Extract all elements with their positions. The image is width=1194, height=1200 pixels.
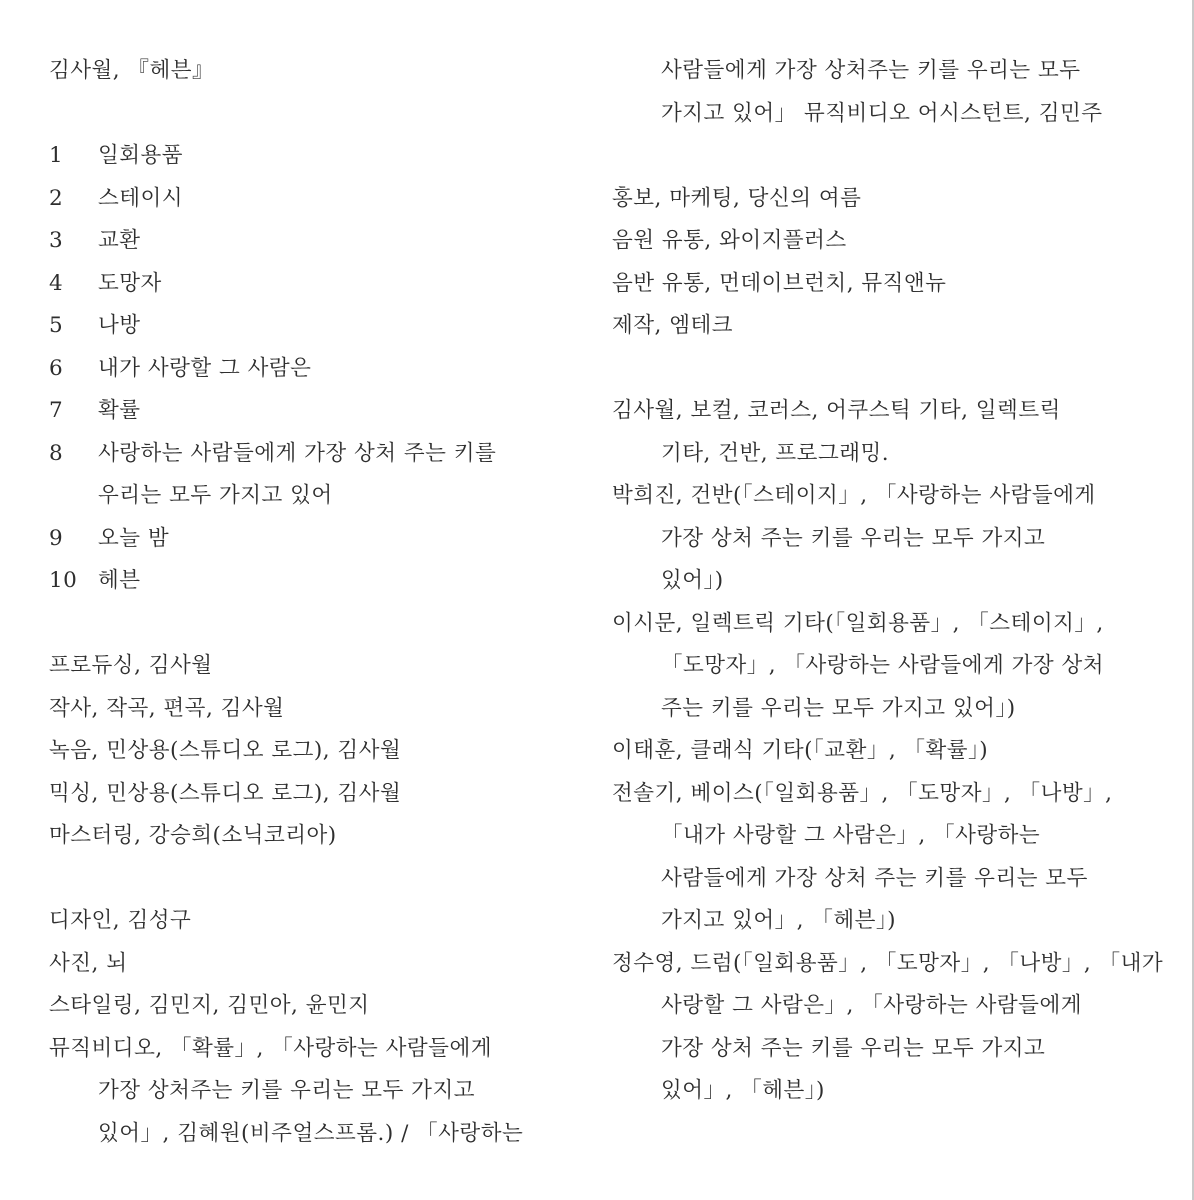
- musician-credit-cont: 있어」, 「헤븐」): [661, 1078, 825, 1103]
- left-column: [49, 50, 589, 1155]
- track-number: 10: [49, 568, 78, 593]
- track-title: 확률: [98, 398, 141, 423]
- album-title: 김사월, 『헤븐』: [49, 58, 215, 83]
- production-credits: [49, 645, 589, 858]
- credit-design: 디자인, 김성구: [49, 908, 192, 933]
- credit-line: 프로듀싱, 김사월: [49, 653, 213, 678]
- credit-line: 마스터링, 강승희(소닉코리아): [49, 823, 337, 848]
- credit-photo: 사진, 뇌: [49, 950, 128, 976]
- musician-credit-cont: 있어」): [661, 568, 724, 593]
- track-number: 7: [49, 398, 64, 423]
- track-item: [49, 263, 589, 306]
- track-number: 3: [49, 228, 64, 253]
- musician-credit: 정수영, 드럼(「일회용품」, 「도망자」, 「나방」, 「내가: [612, 950, 1164, 976]
- musician-credit-cont: 사람들에게 가장 상처 주는 키를 우리는 모두: [661, 865, 1088, 891]
- credit-music-video: 뮤직비디오, 「확률」, 「사랑하는 사람들에게: [49, 1035, 492, 1061]
- track-title: 우리는 모두 가지고 있어: [98, 483, 333, 508]
- musician-credit: 이시문, 일렉트릭 기타(「일회용품」, 「스테이지」,: [612, 610, 1104, 636]
- credit-styling: 스타일링, 김민지, 김민아, 윤민지: [49, 993, 370, 1018]
- musician-credit: 박희진, 건반(「스테이지」, 「사랑하는 사람들에게: [612, 483, 1096, 508]
- musician-credit-cont: 가장 상처 주는 키를 우리는 모두 가지고: [661, 525, 1046, 551]
- track-number: 8: [49, 440, 64, 466]
- musician-credit-cont: 가지고 있어」, 「헤븐」): [661, 908, 897, 933]
- track-title: 사랑하는 사람들에게 가장 상처 주는 키를: [98, 440, 497, 466]
- musician-credit-cont: 사랑할 그 사람은」, 「사랑하는 사람들에게: [661, 993, 1082, 1018]
- track-number: 4: [49, 270, 64, 296]
- track-title: 내가 사랑할 그 사람은: [98, 355, 312, 381]
- credit-music-video-cont: 있어」, 김혜원(비주얼스프롬.) / 「사랑하는: [98, 1120, 524, 1146]
- credit-line: 제작, 엠테크: [612, 313, 734, 338]
- musician-credit: 이태훈, 클래식 기타(「교환」, 「확률」): [612, 738, 989, 763]
- credit-line: 작사, 작곡, 편곡, 김사월: [49, 695, 285, 721]
- track-item: [49, 135, 589, 178]
- track-title: 스테이시: [98, 185, 184, 211]
- musician-credit-cont: 주는 키를 우리는 모두 가지고 있어」): [661, 695, 1016, 721]
- musician-credit: 김사월, 보컬, 코러스, 어쿠스틱 기타, 일렉트릭: [612, 398, 1061, 423]
- track-title: 교환: [98, 228, 141, 253]
- visual-credits: [49, 900, 589, 1155]
- track-item-continuation: [49, 475, 589, 518]
- musician-credit-cont: 기타, 건반, 프로그래밍.: [661, 440, 890, 466]
- track-item: [49, 220, 589, 263]
- track-item: [49, 348, 589, 391]
- musician-credit: 전솔기, 베이스(「일회용품」, 「도망자」, 「나방」,: [612, 780, 1113, 806]
- credit-line: 믹싱, 민상용(스튜디오 로그), 김사월: [49, 780, 402, 806]
- credit-line: 홍보, 마케팅, 당신의 여름: [612, 185, 862, 211]
- track-item: [49, 390, 589, 433]
- musician-credit-cont: 「도망자」, 「사랑하는 사람들에게 가장 상처: [661, 653, 1104, 678]
- track-number: 6: [49, 355, 64, 381]
- credit-music-video-cont: 사람들에게 가장 상처주는 키를 우리는 모두: [661, 58, 1081, 83]
- credit-line: 녹음, 민상용(스튜디오 로그), 김사월: [49, 738, 402, 763]
- business-credits: [612, 178, 1172, 348]
- track-item: [49, 305, 589, 348]
- track-number: 9: [49, 525, 64, 551]
- track-title: 헤븐: [98, 568, 141, 593]
- track-title: 도망자: [98, 270, 162, 296]
- track-number: 2: [49, 185, 64, 211]
- credit-line: 음원 유통, 와이지플러스: [612, 228, 847, 253]
- track-title: 일회용품: [98, 143, 184, 168]
- credit-music-video-cont: 가지고 있어」 뮤직비디오 어시스턴트, 김민주: [661, 100, 1103, 126]
- track-title: 오늘 밤: [98, 525, 170, 551]
- track-title: 나방: [98, 313, 141, 338]
- musician-credits: [612, 390, 1172, 1113]
- track-item: [49, 433, 589, 476]
- track-item: [49, 560, 589, 603]
- track-number: 5: [49, 313, 64, 338]
- credit-music-video-cont: 가장 상처주는 키를 우리는 모두 가지고: [98, 1078, 475, 1103]
- tracklist: [49, 135, 589, 603]
- musician-credit-cont: 「내가 사랑할 그 사람은」, 「사랑하는: [661, 823, 1041, 848]
- right-column: [612, 50, 1172, 1113]
- track-item: [49, 518, 589, 561]
- musician-credit-cont: 가장 상처 주는 키를 우리는 모두 가지고: [661, 1035, 1046, 1061]
- track-item: [49, 178, 589, 221]
- credit-line: 음반 유통, 먼데이브런치, 뮤직앤뉴: [612, 270, 947, 296]
- track-number: 1: [49, 143, 64, 168]
